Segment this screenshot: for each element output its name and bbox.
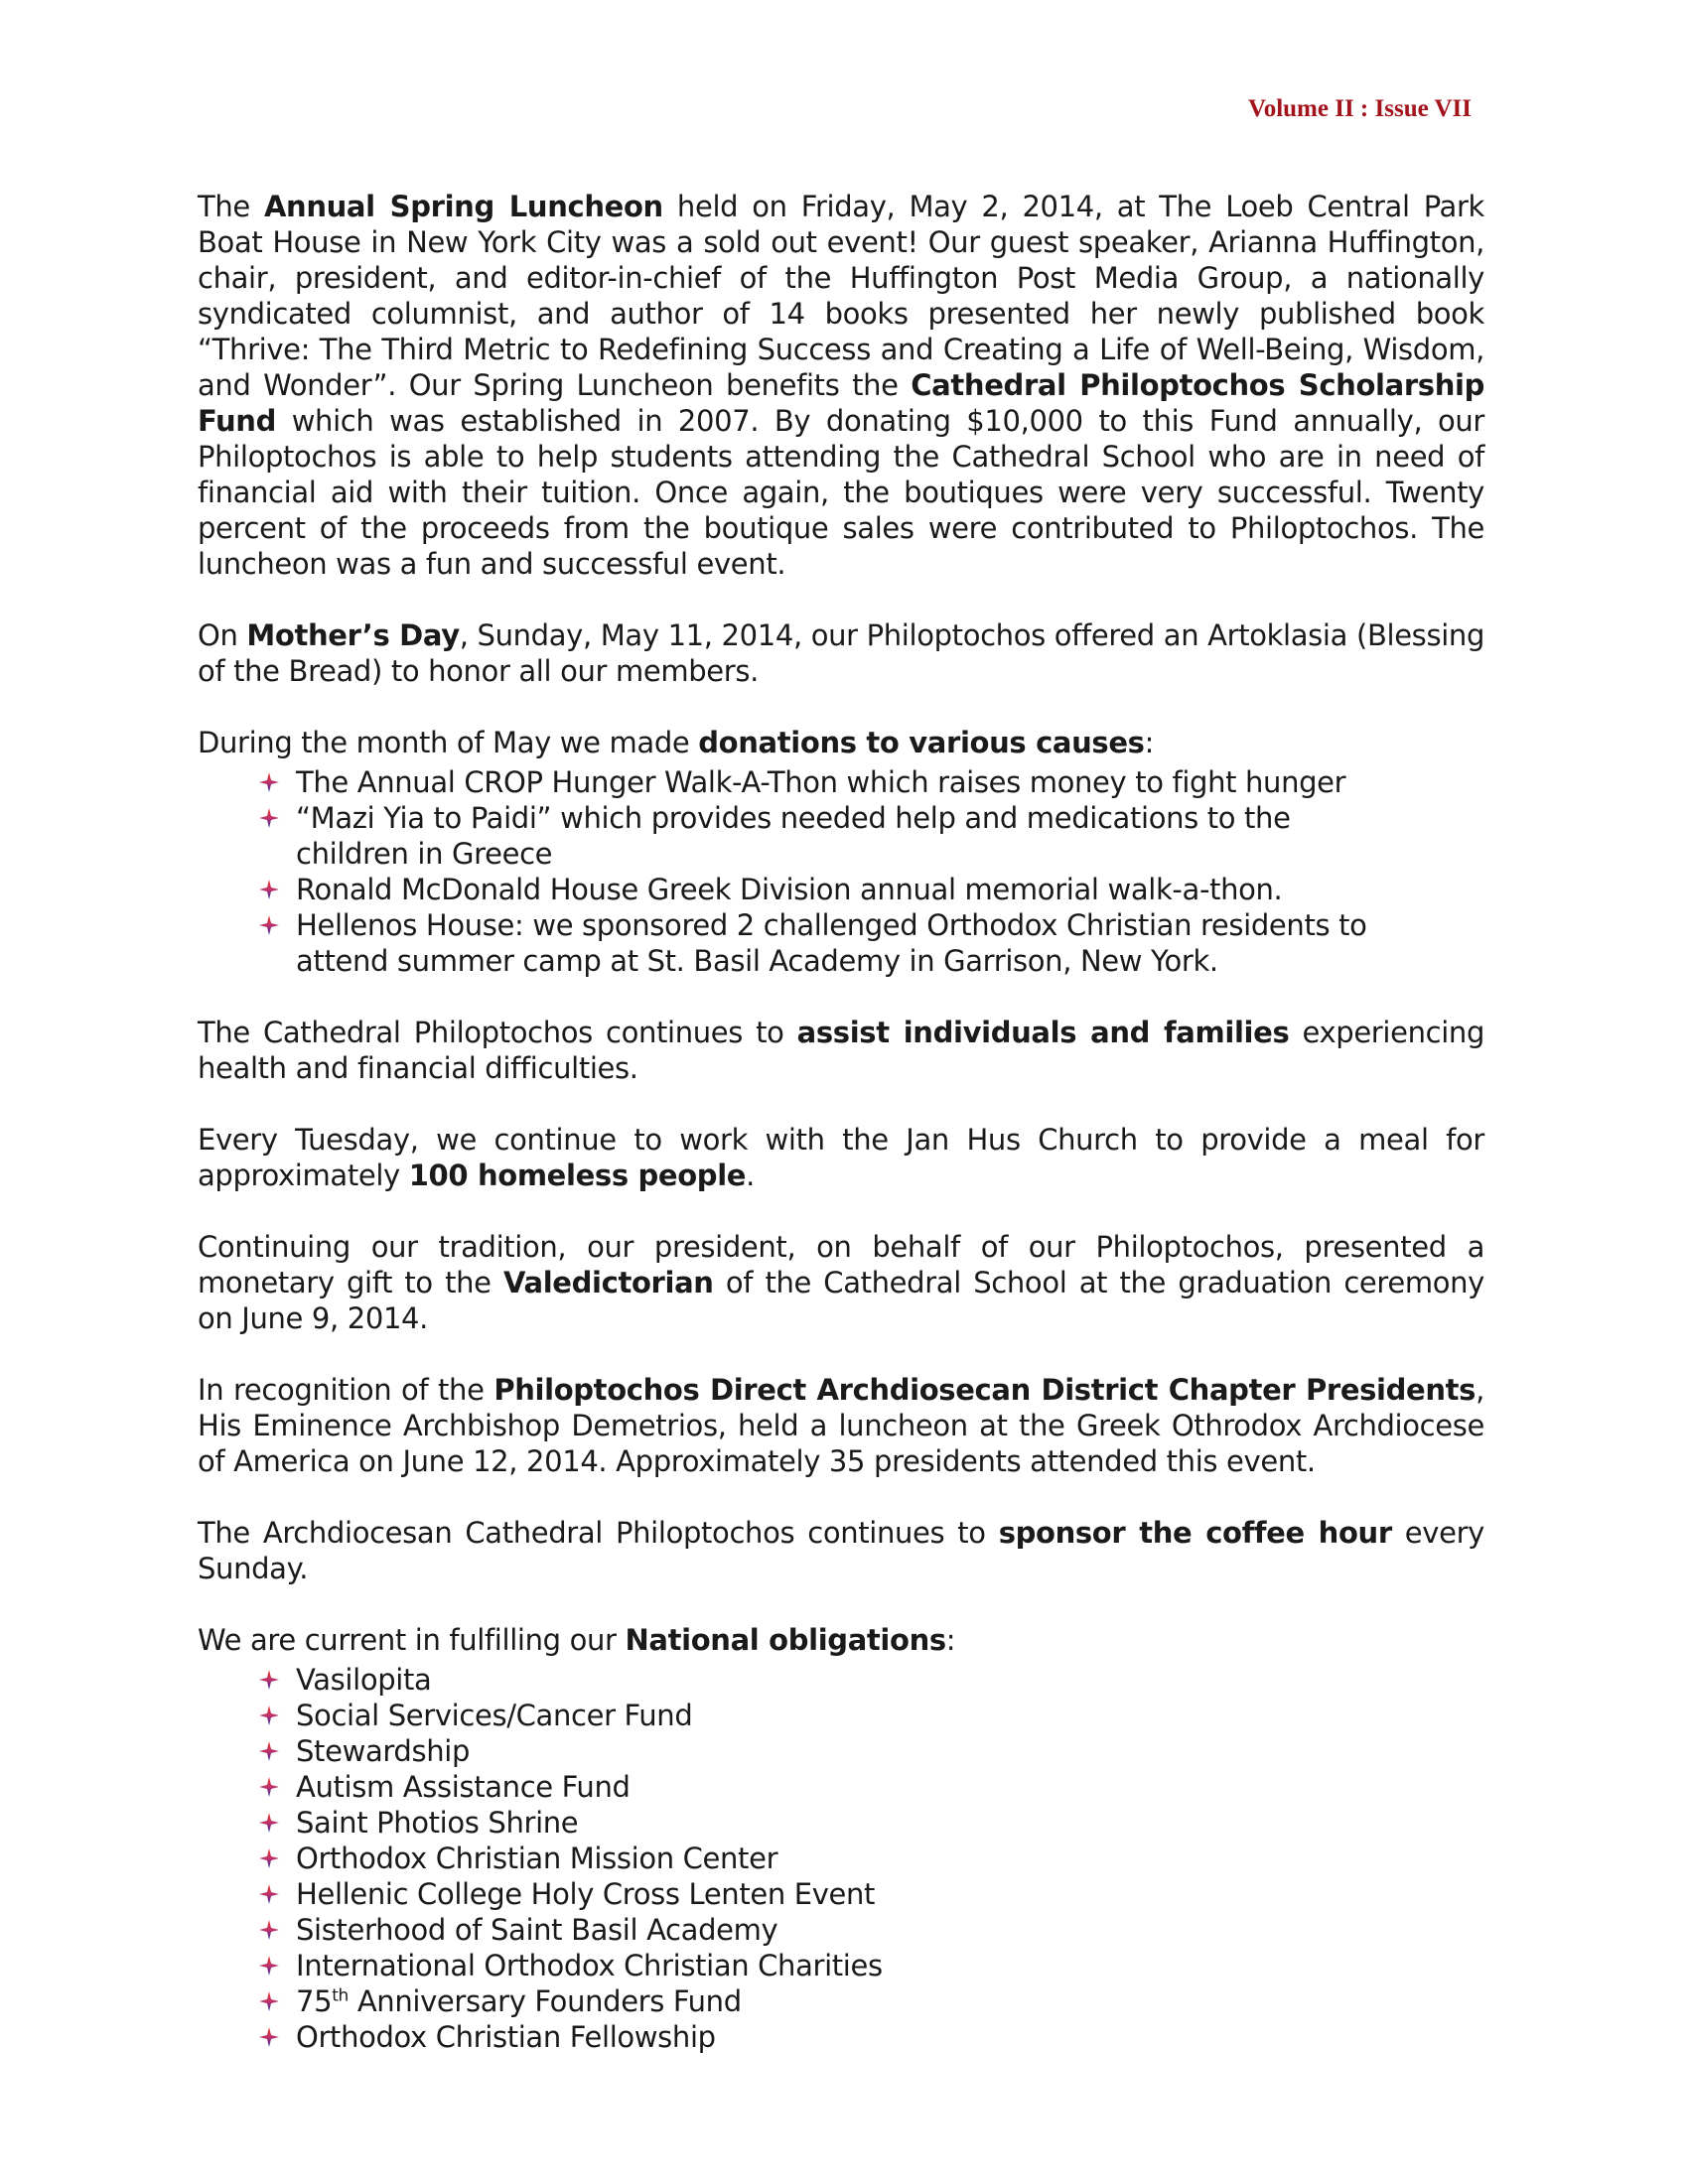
list-item: “Mazi Yia to Paidi” which provides needed help and medications to the children in Greece: [296, 800, 1388, 872]
four-point-star-icon: [259, 880, 279, 899]
list-item: Ronald McDonald House Greek Division annual memorial walk-a-thon.: [296, 872, 1388, 907]
four-point-star-icon: [259, 1670, 279, 1690]
four-point-star-icon: [259, 915, 279, 935]
four-point-star-icon: [259, 1956, 279, 1976]
four-point-star-icon: [259, 1991, 279, 2011]
paragraph-assist: The Cathedral Philoptochos continues to assist individuals and families experiencing health and financial difficulties.: [198, 1016, 1485, 1085]
list-item: Social Services/Cancer Fund: [296, 1698, 1484, 1733]
paragraph-valedictorian: Continuing our tradition, our president, on behalf of our Philoptochos, presented a monetary gift to the Valedictorian of the Cathedral School at the graduation ceremony on June 9, 2014.: [198, 1230, 1484, 1335]
four-point-star-icon: [259, 1777, 279, 1797]
list-item: Orthodox Christian Fellowship: [296, 2019, 1484, 2055]
four-point-star-icon: [259, 1920, 279, 1940]
four-point-star-icon: [259, 1848, 279, 1868]
list-item: Saint Photios Shrine: [296, 1805, 1484, 1841]
obligations-list: [198, 1662, 1484, 2055]
list-item: 75th Anniversary Founders Fund: [296, 1983, 1484, 2019]
issue-label: Volume II : Issue VII: [1247, 95, 1472, 122]
paragraph-national-obligations: We are current in fulfilling our National obligations:: [198, 1623, 956, 1657]
four-point-star-icon: [259, 2027, 279, 2047]
list-item: The Annual CROP Hunger Walk-A-Thon which raises money to fight hunger: [296, 764, 1388, 800]
paragraph-coffee-hour: The Archdiocesan Cathedral Philoptochos continues to sponsor the coffee hour every Sunday.: [198, 1516, 1484, 1585]
list-item: Hellenos House: we sponsored 2 challenged Orthodox Christian residents to attend summer camp at St. Basil Academy in Garrison, New York.: [296, 907, 1388, 979]
list-item: Stewardship: [296, 1733, 1484, 1769]
list-item: Hellenic College Holy Cross Lenten Event: [296, 1876, 1484, 1912]
paragraph-donations: During the month of May we made donations to various causes:: [198, 726, 1154, 759]
four-point-star-icon: [259, 772, 279, 792]
four-point-star-icon: [259, 1741, 279, 1761]
list-item: Autism Assistance Fund: [296, 1769, 1484, 1805]
paragraph-mothers-day: On Mother’s Day, Sunday, May 11, 2014, our Philoptochos offered an Artoklasia (Blessing of the Bread) to honor all our members.: [198, 618, 1484, 688]
list-item: Vasilopita: [296, 1662, 1484, 1698]
paragraph-spring-luncheon: The Annual Spring Luncheon held on Friday, May 2, 2014, at The Loeb Central Park Boat House in New York City was a sold out event! Our guest speaker, Arianna Huffington, chair, president, and editor-in-chief of the Huffington Post Media Group, a nationally syndicated columnist, and author of 14 books presented her newly published book “Thrive: The Third Metric to Redefining Success and Creating a Life of Well-Being, Wisdom, and Wonder”. Our Spring Luncheon benefits the Cathedral Philoptochos Scholarship Fund which was established in 2007. By donating $10,000 to this Fund annually, our Philoptochos is able to help students attending the Cathedral School who are in need of financial aid with their tuition. Once again, the boutiques were very successful. Twenty percent of the proceeds from the boutique sales were contributed to Philoptochos. The luncheon was a fun and successful event.: [198, 190, 1484, 581]
article-body: [198, 189, 1484, 2091]
donations-list: [198, 764, 1484, 979]
four-point-star-icon: [259, 1884, 279, 1904]
paragraph-homeless: Every Tuesday, we continue to work with the Jan Hus Church to provide a meal for approximately 100 homeless people.: [198, 1123, 1484, 1192]
four-point-star-icon: [259, 1813, 279, 1833]
four-point-star-icon: [259, 1706, 279, 1725]
list-item: Orthodox Christian Mission Center: [296, 1841, 1484, 1876]
list-item: Sisterhood of Saint Basil Academy: [296, 1912, 1484, 1948]
list-item: International Orthodox Christian Charities: [296, 1948, 1484, 1983]
paragraph-chapter-presidents: In recognition of the Philoptochos Direct Archdiosecan District Chapter Presidents, His Eminence Archbishop Demetrios, held a luncheon at the Greek Othrodox Archdiocese of America on June 12, 2014. Approximately 35 presidents attended this event.: [198, 1373, 1484, 1478]
four-point-star-icon: [259, 808, 279, 828]
